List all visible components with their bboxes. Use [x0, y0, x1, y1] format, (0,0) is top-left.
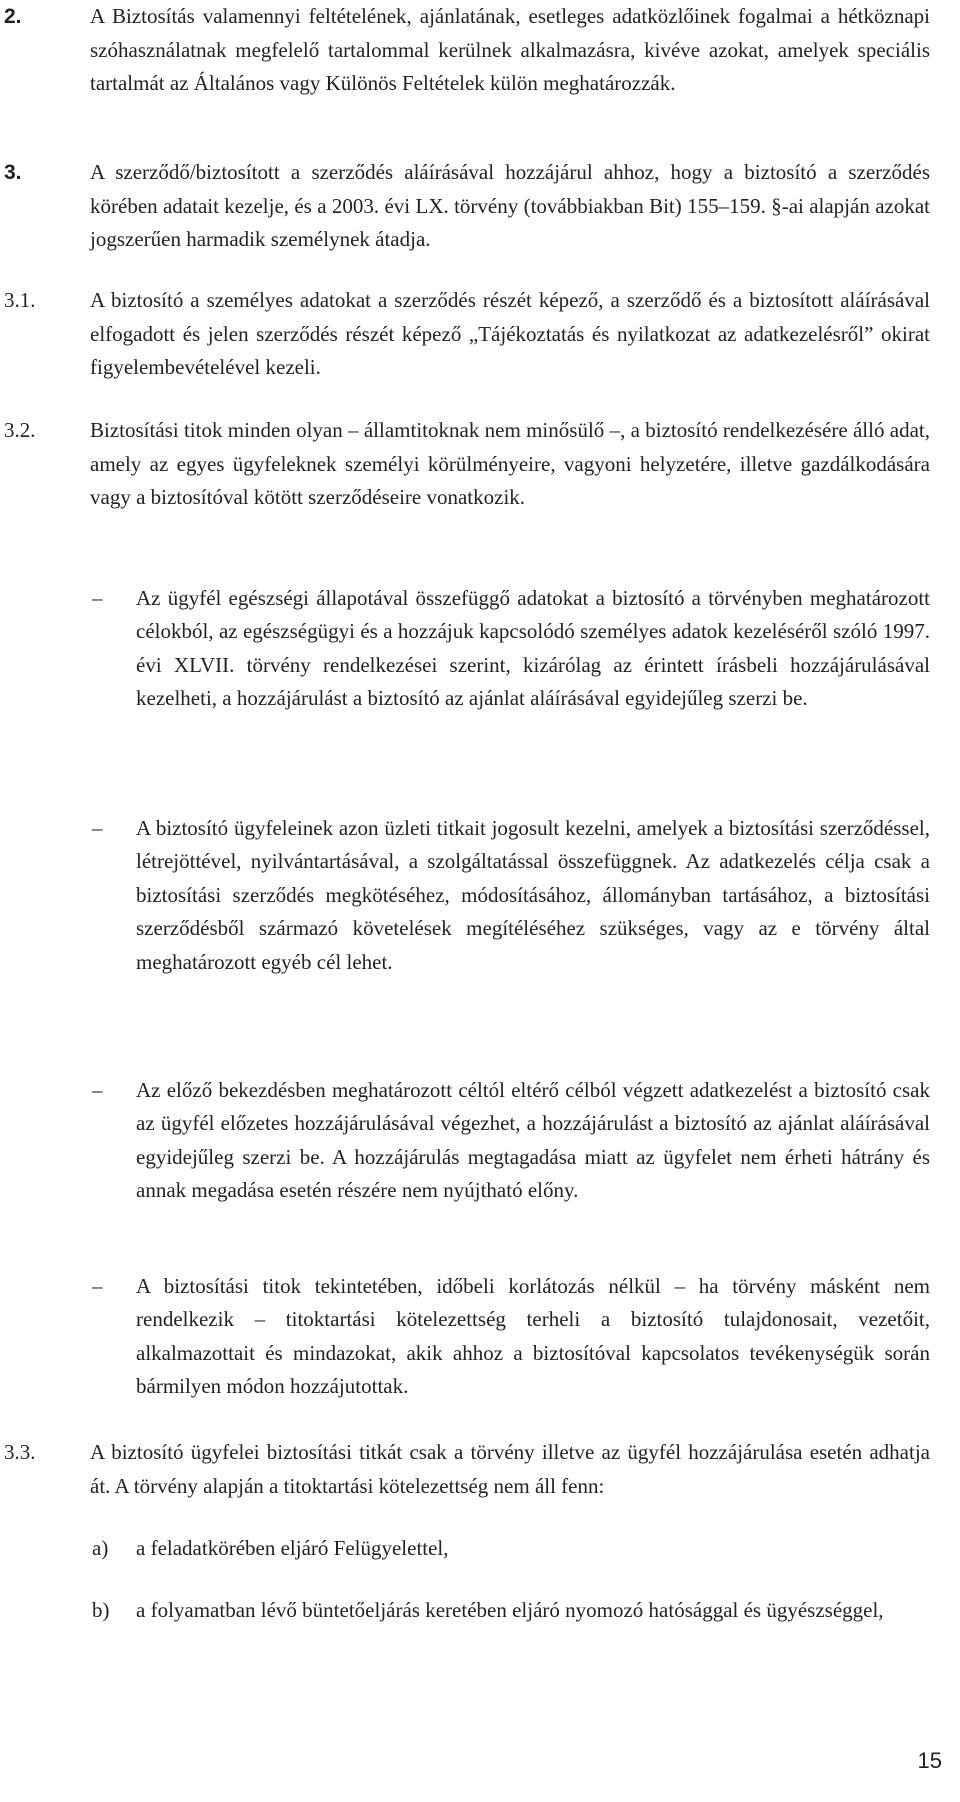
dash-marker: –: [92, 586, 103, 610]
list-item-text: A biztosítási titok tekintetében, időbeli korlátozás nélkül – ha törvény másként nem rendelkezik – titoktartási kötelezettség terheli a biztosító tulajdonosait, vezetőit, alkalmazottait és mindazokat, akik ahhoz a biztosítóval kapcsolatos tevékenységük során bármilyen módon hozzájutottak.: [136, 1274, 930, 1399]
section-number: 2.: [4, 5, 22, 28]
section-text: A Biztosítás valamennyi feltételének, ajánlatának, esetleges adatközlőinek fogalmai a hétköznapi szóhasználatnak megfelelő tartalommal kerülnek alkalmazásra, kivéve azokat, amelyek speciális tartalmát az Általános vagy Különös Feltételek külön meghatározzák.: [90, 4, 930, 95]
section-number: 3.2.: [4, 418, 36, 442]
section-text: A biztosító ügyfelei biztosítási titkát csak a törvény illetve az ügyfél hozzájárulása esetén adhatja át. A törvény alapján a titoktartási kötelezettség nem áll fenn:: [90, 1440, 930, 1498]
list-item-text: a folyamatban lévő büntetőeljárás keretében eljáró nyomozó hatósággal és ügyészséggel,: [136, 1598, 884, 1622]
dash-marker: –: [92, 1274, 103, 1298]
letter-marker: a): [92, 1536, 109, 1560]
page-number: 15: [917, 1748, 942, 1773]
list-item-text: Az előző bekezdésben meghatározott céltól eltérő célból végzett adatkezelést a biztosító csak az ügyfél előzetes hozzájárulásával végezhet, a hozzájárulást a biztosító az ajánlat aláírásával egyidejűleg szerzi be. A hozzájárulás megtagadása miatt az ügyfelet nem érheti hátrány és annak megadása esetén részére nem nyújtható előny.: [136, 1078, 930, 1203]
section-text: Biztosítási titok minden olyan – államtitoknak nem minősülő –, a biztosító rendelkezésére álló adat, amely az egyes ügyfeleknek személyi körülményeire, vagyoni helyzetére, illetve gazdálkodására vagy a biztosítóval kötött szerződéseire vonatkozik.: [90, 418, 930, 509]
section-number: 3.3.: [4, 1440, 36, 1464]
list-item-text: Az ügyfél egészségi állapotával összefüggő adatokat a biztosító a törvényben meghatározott célokból, az egészségügyi és a hozzájuk kapcsolódó személyes adatok kezeléséről szóló 1997. évi XLVII. törvény rendelkezései szerint, kizárólag az érintett írásbeli hozzájárulásával kezelheti, a hozzájárulást a biztosító az ajánlat aláírásával egyidejűleg szerzi be.: [136, 586, 930, 711]
dash-marker: –: [92, 816, 103, 840]
letter-marker: b): [92, 1598, 110, 1622]
section-number: 3.1.: [4, 288, 36, 312]
section-text: A szerződő/biztosított a szerződés aláírásával hozzájárul ahhoz, hogy a biztosító a szerződés körében adatait kezelje, és a 2003. évi LX. törvény (továbbiakban Bit) 155–159. §-ai alapján azokat jogszerűen harmadik személynek átadja.: [90, 160, 930, 251]
list-item-text: A biztosító ügyfeleinek azon üzleti titkait jogosult kezelni, amelyek a biztosítási szerződéssel, létrejöttével, nyilvántartásával, a szolgáltatással összefüggnek. Az adatkezelés célja csak a biztosítási szerződés megkötéséhez, módosításához, állományban tartásához, a biztosítási szerződésből származó követelések megítéléséhez szükséges, vagy az e törvény által meghatározott egyéb cél lehet.: [136, 816, 930, 974]
dash-marker: –: [92, 1078, 103, 1102]
section-number: 3.: [4, 161, 22, 184]
section-text: A biztosító a személyes adatokat a szerződés részét képező, a szerződő és a biztosított aláírásával elfogadott és jelen szerződés részét képező „Tájékoztatás és nyilatkozat az adatkezelésről” okirat figyelembevételével kezeli.: [90, 288, 930, 379]
list-item-text: a feladatkörében eljáró Felügyelettel,: [136, 1536, 449, 1560]
